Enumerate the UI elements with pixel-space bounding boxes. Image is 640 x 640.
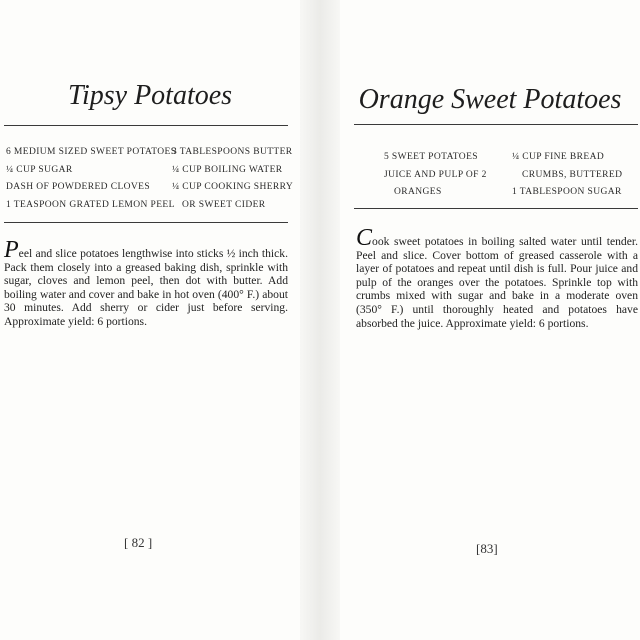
- top-rule: [4, 125, 288, 126]
- ingredient-item: OR SWEET CIDER: [182, 199, 266, 210]
- method-paragraph: [356, 225, 638, 330]
- ingredient-item: ¼ CUP BOILING WATER: [172, 164, 283, 175]
- ingredient-item: ¼ CUP FINE BREAD: [512, 152, 605, 162]
- page-number: [83]: [476, 541, 498, 556]
- book-gutter: [300, 0, 340, 640]
- ingredient-item: JUICE AND PULP OF 2: [384, 169, 487, 180]
- ingredient-item: 5 SWEET POTATOES: [384, 152, 478, 162]
- ingredient-item: 1 TEASPOON GRATED LEMON PEEL: [6, 199, 175, 210]
- ingredient-item: DASH OF POWDERED CLOVES: [6, 182, 151, 192]
- drop-cap: C: [356, 225, 373, 251]
- ingredients-column-2: [512, 149, 636, 202]
- page-number: [ 82 ]: [124, 535, 153, 550]
- ingredient-item: 1 TABLESPOON SUGAR: [512, 187, 622, 197]
- ingredient-item: ¼ CUP COOKING SHERRY: [172, 182, 294, 192]
- left-page: [0, 0, 300, 640]
- bottom-rule: [4, 222, 288, 223]
- ingredients-column-2: [172, 144, 292, 214]
- recipe-title: Orange Sweet Potatoes: [358, 84, 622, 115]
- ingredient-item: ORANGES: [394, 187, 442, 197]
- method-text: ook sweet potatoes in boiling salted water until tender. Peel and slice. Cover bottom of greased casserole with a layer of potatoes and repeat until dish is full. Pour juice and pulp of the oranges over the potatoes. Sprinkle top with crumbs mixed with sugar and bake in a moderate oven (350° F.) until thoroughly heated and potatoes have absorbed the juice. Approximate yield: 6 portions.: [356, 235, 638, 330]
- right-page: [340, 0, 640, 640]
- method-paragraph: [4, 237, 288, 329]
- top-rule: [354, 124, 638, 125]
- bottom-rule: [354, 208, 638, 209]
- method-text: eel and slice potatoes lengthwise into sticks ½ inch thick. Pack them closely into a greased baking dish, sprinkle with sugar, cloves and lemon peel, then dot with butter. Add boiling water and cover and bake in hot oven (400° F.) about 30 minutes. Add sherry or cider just before serving. Approximate yield: 6 portions.: [4, 247, 288, 328]
- recipe-title: Tipsy Potatoes: [67, 80, 233, 111]
- ingredient-item: CRUMBS, BUTTERED: [522, 169, 623, 180]
- ingredient-item: 3 TABLESPOONS BUTTER: [172, 147, 293, 157]
- ingredient-item: ¼ CUP SUGAR: [6, 164, 73, 175]
- ingredients-column-1: [6, 144, 177, 214]
- ingredient-item: 6 MEDIUM SIZED SWEET POTATOES: [6, 147, 177, 157]
- drop-cap: P: [4, 237, 19, 263]
- ingredients-column-1: [384, 149, 524, 202]
